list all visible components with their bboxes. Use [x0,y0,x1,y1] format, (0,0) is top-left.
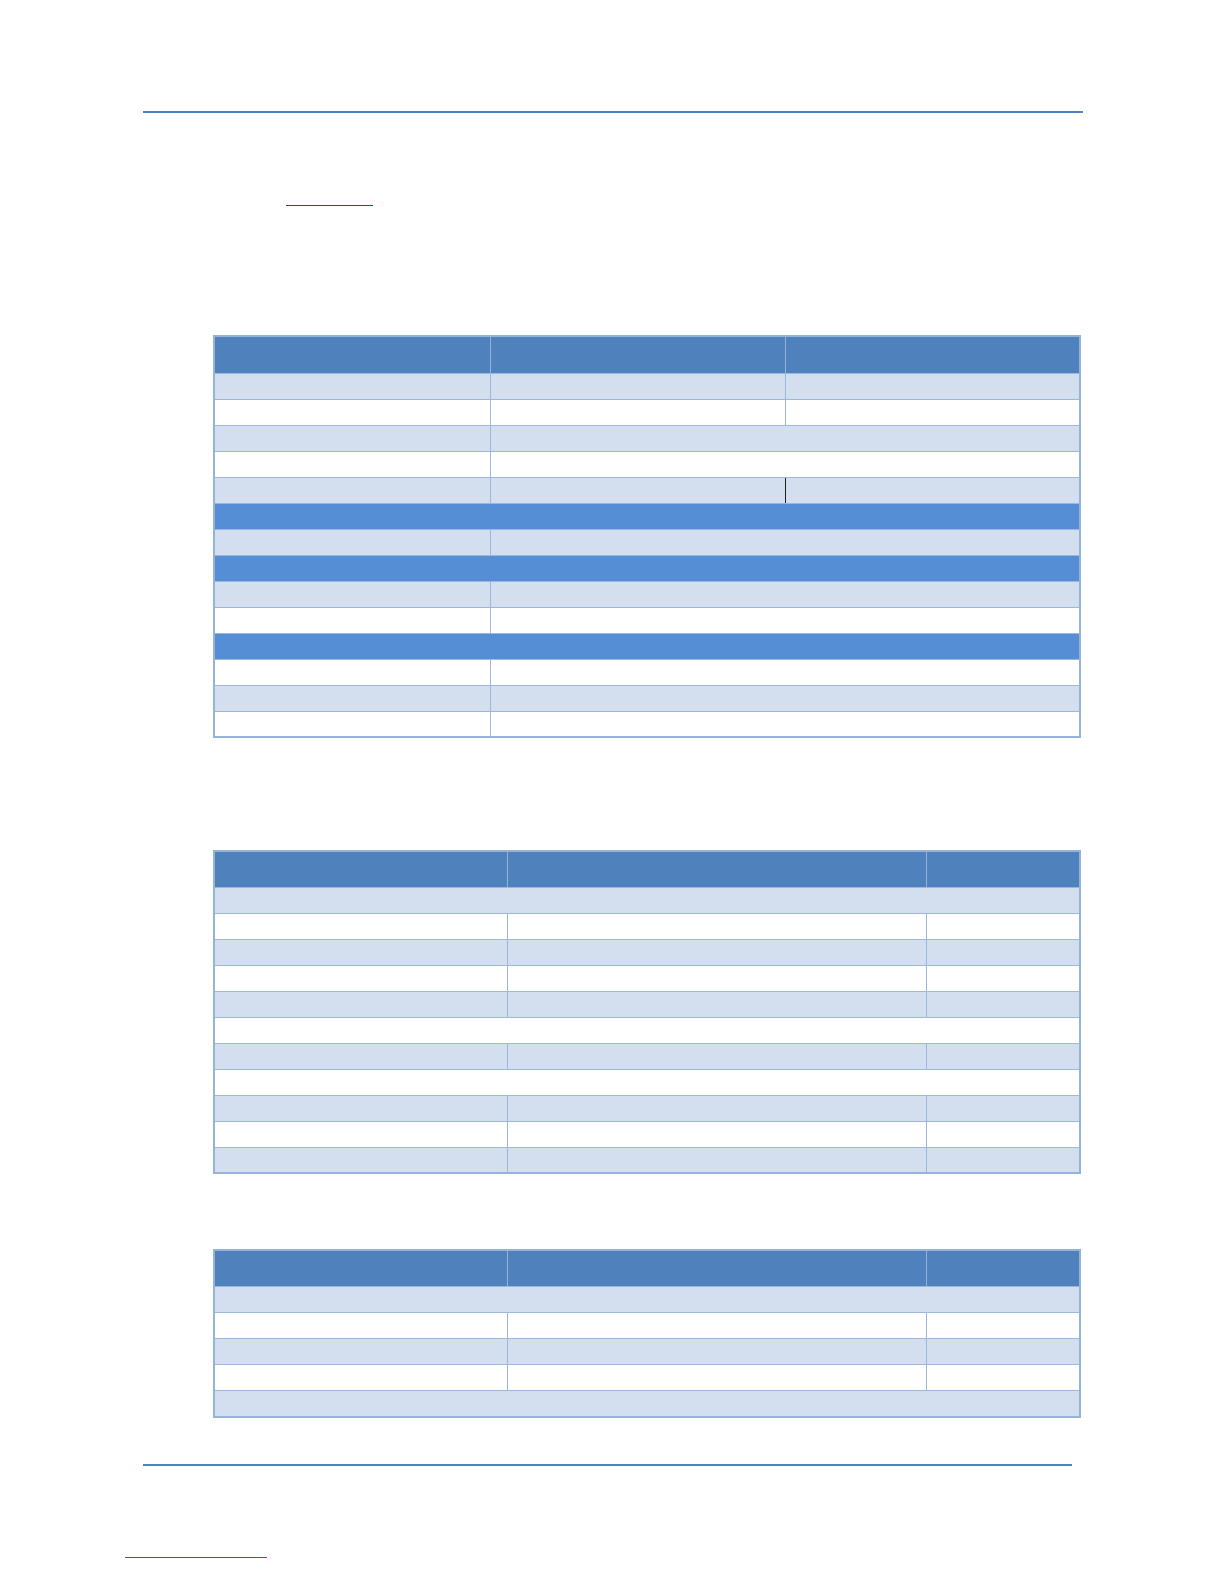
cell-text [508,966,926,974]
cell-text [491,530,1081,538]
cell-text [927,1249,1081,1257]
table-cell [213,452,490,477]
table-cell [926,914,1081,939]
table-cell [490,478,785,503]
table-cell [490,374,785,399]
table-cell [213,686,490,711]
top-link-underline[interactable] [286,205,373,206]
cell-text [213,1044,507,1052]
table-group-row [213,1286,1081,1312]
cell-text [927,966,1081,974]
cell-text [213,686,490,694]
table-section-row [213,503,1081,529]
cell-text [491,582,1081,590]
table-cell [213,992,507,1017]
cell-text [213,335,490,343]
table-row [213,1095,1081,1121]
table-cell [213,660,490,685]
table-cell [490,608,1081,633]
table-1-header-cell [785,335,1081,373]
table-cell [490,712,1081,738]
cell-text [213,1018,1081,1026]
table-cell [507,1365,926,1390]
cell-text [508,1365,926,1373]
table-row [213,1364,1081,1390]
table-row [213,373,1081,399]
table-cell [213,478,490,503]
table-row [213,1147,1081,1174]
cell-text [508,1249,926,1257]
header-rule [143,111,1083,113]
table-2-header-row [213,850,1081,887]
cell-text [491,452,1081,460]
cell-text [213,850,507,858]
table-cell [213,1313,507,1338]
cell-text [213,914,507,922]
cell-text [213,374,490,382]
table-cell [926,1148,1081,1174]
table-group-row [213,1069,1081,1095]
cell-text [508,940,926,948]
table-2-header-cell [213,850,507,887]
table-row [213,659,1081,685]
table-section-row [213,633,1081,659]
table-cell [213,608,490,633]
table-cell [785,478,1081,503]
cell-text [213,1339,507,1347]
cell-text [927,850,1081,858]
cell-text [491,660,1081,668]
table-cell [213,530,490,555]
table-cell [213,1365,507,1390]
cell-text [213,966,507,974]
table-cell [926,1122,1081,1147]
table-cell [926,1339,1081,1364]
cell-text [508,1044,926,1052]
footer-rule [143,1464,1072,1466]
table-cell [213,966,507,991]
table-cell [213,374,490,399]
table-cell [213,1122,507,1147]
cell-text [927,1339,1081,1347]
cell-text [213,608,490,616]
cell-text [508,1122,926,1130]
cell-text [491,608,1081,616]
table-1-header-cell [490,335,785,373]
table-row [213,913,1081,939]
cell-text [491,400,785,408]
cell-text [213,1096,507,1104]
table-cell [507,1313,926,1338]
table-cell [507,940,926,965]
table-row [213,529,1081,555]
footer-link-underline[interactable] [125,1557,267,1558]
cell-text [927,1096,1081,1104]
table-1-header-cell [213,335,490,373]
cell-text [213,888,1081,896]
table-3-header-cell [926,1249,1081,1286]
cell-text [213,1287,1081,1295]
table-cell [213,1096,507,1121]
cell-text [213,504,1081,512]
table-cell [507,1122,926,1147]
table-cell [213,940,507,965]
table-cell [213,1148,507,1174]
cell-text [927,940,1081,948]
cell-text [491,426,1081,434]
cell-text [508,850,926,858]
cell-text [786,335,1081,343]
cell-text [927,1365,1081,1373]
table-cell [490,400,785,425]
cell-text [213,530,490,538]
table-row [213,451,1081,477]
cell-text [508,1096,926,1104]
cell-text [213,400,490,408]
cell-text [927,1313,1081,1321]
cell-text [491,712,1081,720]
table-cell [507,1096,926,1121]
cell-text [213,1122,507,1130]
table-row [213,685,1081,711]
cell-text [786,374,1081,382]
table-3-header-row [213,1249,1081,1286]
table-cell [213,914,507,939]
table-cell [490,660,1081,685]
cell-text [213,1249,507,1257]
table-row [213,581,1081,607]
table-cell [507,992,926,1017]
table-cell [507,1148,926,1174]
table-3 [213,1249,1081,1418]
table-group-row [213,1390,1081,1418]
cell-text [213,1148,507,1156]
table-cell [490,530,1081,555]
cell-text [786,400,1081,408]
table-cell [213,582,490,607]
cell-text [786,478,1081,486]
table-row [213,939,1081,965]
cell-text [508,992,926,1000]
table-cell [926,992,1081,1017]
cell-text [927,1148,1081,1156]
table-cell [490,452,1081,477]
cell-text [508,914,926,922]
table-cell [507,966,926,991]
table-row [213,1312,1081,1338]
cell-text [213,1070,1081,1078]
cell-text [927,1044,1081,1052]
table-section-row [213,555,1081,581]
cell-text [213,1365,507,1373]
cell-text [213,660,490,668]
cell-text [213,426,490,434]
cell-text [927,992,1081,1000]
table-cell [213,1044,507,1069]
cell-text [508,1313,926,1321]
table-cell [926,1313,1081,1338]
cell-text [491,335,785,343]
table-cell [490,686,1081,711]
cell-text [213,478,490,486]
table-cell [926,940,1081,965]
cell-text [213,1391,1081,1399]
table-cell [926,1044,1081,1069]
table-cell [213,556,1081,581]
table-2-header-cell [926,850,1081,887]
table-cell [213,1287,1081,1312]
table-cell [490,426,1081,451]
table-row [213,711,1081,738]
table-cell [213,888,1081,913]
table-cell [507,914,926,939]
table-cell [213,1070,1081,1095]
table-row [213,1338,1081,1364]
table-cell [507,1339,926,1364]
cell-text [213,556,1081,564]
table-cell [507,1044,926,1069]
cell-text [213,452,490,460]
cell-text [927,914,1081,922]
cell-text [491,374,785,382]
cell-text [213,634,1081,642]
table-cell [785,374,1081,399]
table-row [213,607,1081,633]
table-3-header-cell [507,1249,926,1286]
cell-text [491,686,1081,694]
table-group-row [213,1017,1081,1043]
table-cell [213,400,490,425]
table-cell [926,1365,1081,1390]
table-cell [213,426,490,451]
table-1-header-row [213,335,1081,373]
table-cell [490,582,1081,607]
cell-text [213,940,507,948]
table-cell [785,400,1081,425]
table-row [213,1043,1081,1069]
table-row [213,1121,1081,1147]
table-group-row [213,887,1081,913]
table-cell [213,1018,1081,1043]
table-cell [213,634,1081,659]
table-2-header-cell [507,850,926,887]
table-row [213,965,1081,991]
table-row [213,399,1081,425]
table-cell [213,1391,1081,1418]
table-1 [213,335,1081,738]
table-cell [213,712,490,738]
cell-text [213,1313,507,1321]
cell-text [491,478,785,486]
table-3-header-cell [213,1249,507,1286]
table-2 [213,850,1081,1174]
table-row [213,991,1081,1017]
cell-text [927,1122,1081,1130]
cell-text [213,712,490,720]
table-cell [213,1339,507,1364]
table-cell [926,966,1081,991]
cell-text [508,1148,926,1156]
table-cell [213,504,1081,529]
cell-text [213,992,507,1000]
table-row [213,425,1081,451]
cell-text [508,1339,926,1347]
cell-text [213,582,490,590]
table-row [213,477,1081,503]
table-cell [926,1096,1081,1121]
